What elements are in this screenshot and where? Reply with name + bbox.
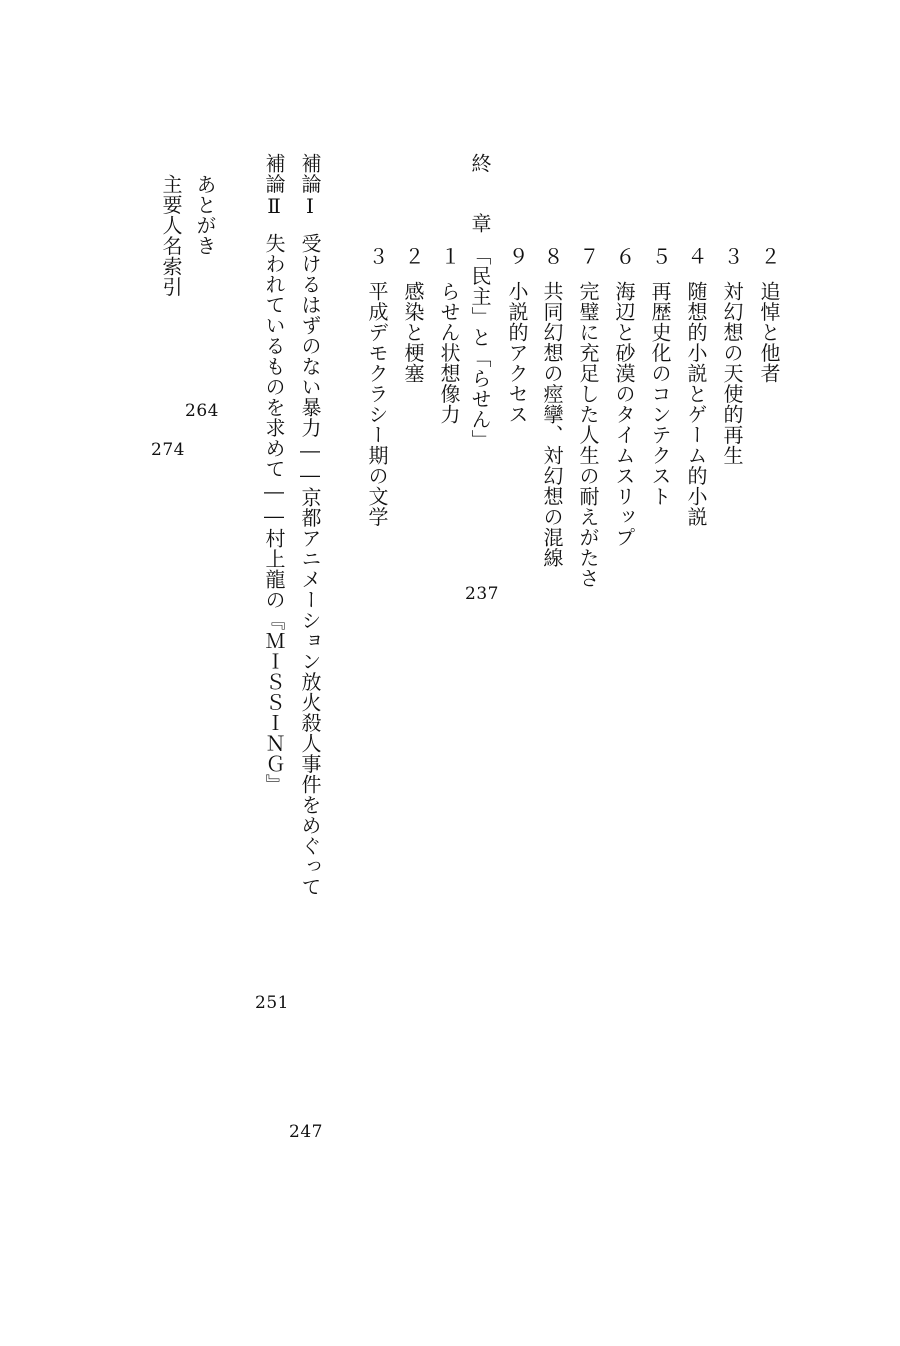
toc-item-number: ５	[648, 246, 672, 267]
supplement-label: 補論Ⅱ	[262, 153, 286, 219]
afterword	[193, 174, 217, 256]
toc-item	[720, 246, 744, 465]
toc-item-title: 感染と梗塞	[401, 280, 425, 383]
toc-item	[401, 246, 425, 383]
final-chapter-page-number: 237	[465, 584, 499, 604]
toc-item	[648, 246, 672, 506]
toc-item	[437, 246, 461, 424]
toc-item-title: らせん状想像力	[437, 280, 461, 424]
toc-item-number: １	[437, 246, 461, 267]
toc-item-number: ２	[757, 246, 781, 267]
toc-item-number: ７	[576, 246, 600, 267]
toc-item	[365, 246, 389, 527]
name-index-page-number: 274	[151, 440, 185, 460]
toc-item-number: ４	[684, 246, 708, 267]
toc-item-title: 随想的小説とゲーム的小説	[684, 280, 708, 527]
toc-item-title: 海辺と砂漠のタイムスリップ	[612, 280, 636, 547]
toc-item	[505, 246, 529, 424]
final-chapter-title: 「民主」と「らせん」	[468, 245, 492, 450]
toc-item	[684, 246, 708, 527]
afterword-page-number: 264	[185, 401, 219, 421]
supplement-2	[262, 153, 286, 794]
toc-item	[612, 246, 636, 547]
name-index-title: 主要人名索引	[159, 174, 183, 297]
toc-item-number: ９	[505, 246, 529, 267]
toc-item	[576, 246, 600, 588]
toc-item-title: 共同幻想の痙攣、対幻想の混線	[540, 280, 564, 568]
final-chapter-label: 終 章	[468, 153, 492, 243]
supplement-1	[298, 153, 322, 897]
toc-item	[757, 246, 781, 383]
supplement-label: 補論Ⅰ	[298, 153, 322, 219]
afterword-title: あとがき	[193, 174, 217, 256]
final-chapter-heading	[468, 153, 492, 450]
name-index	[159, 174, 183, 297]
toc-item-title: 対幻想の天使的再生	[720, 280, 744, 465]
supplement-1-page-number: 247	[289, 1122, 323, 1142]
supplement-title: 受けるはずのない暴力――京都アニメーション放火殺人事件をめぐって	[298, 232, 322, 897]
supplement-2-page-number: 251	[255, 993, 289, 1013]
toc-item-number: ２	[401, 246, 425, 267]
toc-item-title: 平成デモクラシー期の文学	[365, 280, 389, 527]
toc-item-number: ８	[540, 246, 564, 267]
toc-item-title: 再歴史化のコンテクスト	[648, 280, 672, 506]
toc-item-title: 完璧に充足した人生の耐えがたさ	[576, 280, 600, 588]
toc-item-title: 小説的アクセス	[505, 280, 529, 424]
toc-item-number: ６	[612, 246, 636, 267]
toc-item	[540, 246, 564, 568]
supplement-title: 失われているものを求めて――村上龍の『ＭＩＳＳＩＮＧ』	[262, 232, 286, 794]
toc-item-number: ３	[365, 246, 389, 267]
toc-item-title: 追悼と他者	[757, 280, 781, 383]
toc-item-number: ３	[720, 246, 744, 267]
